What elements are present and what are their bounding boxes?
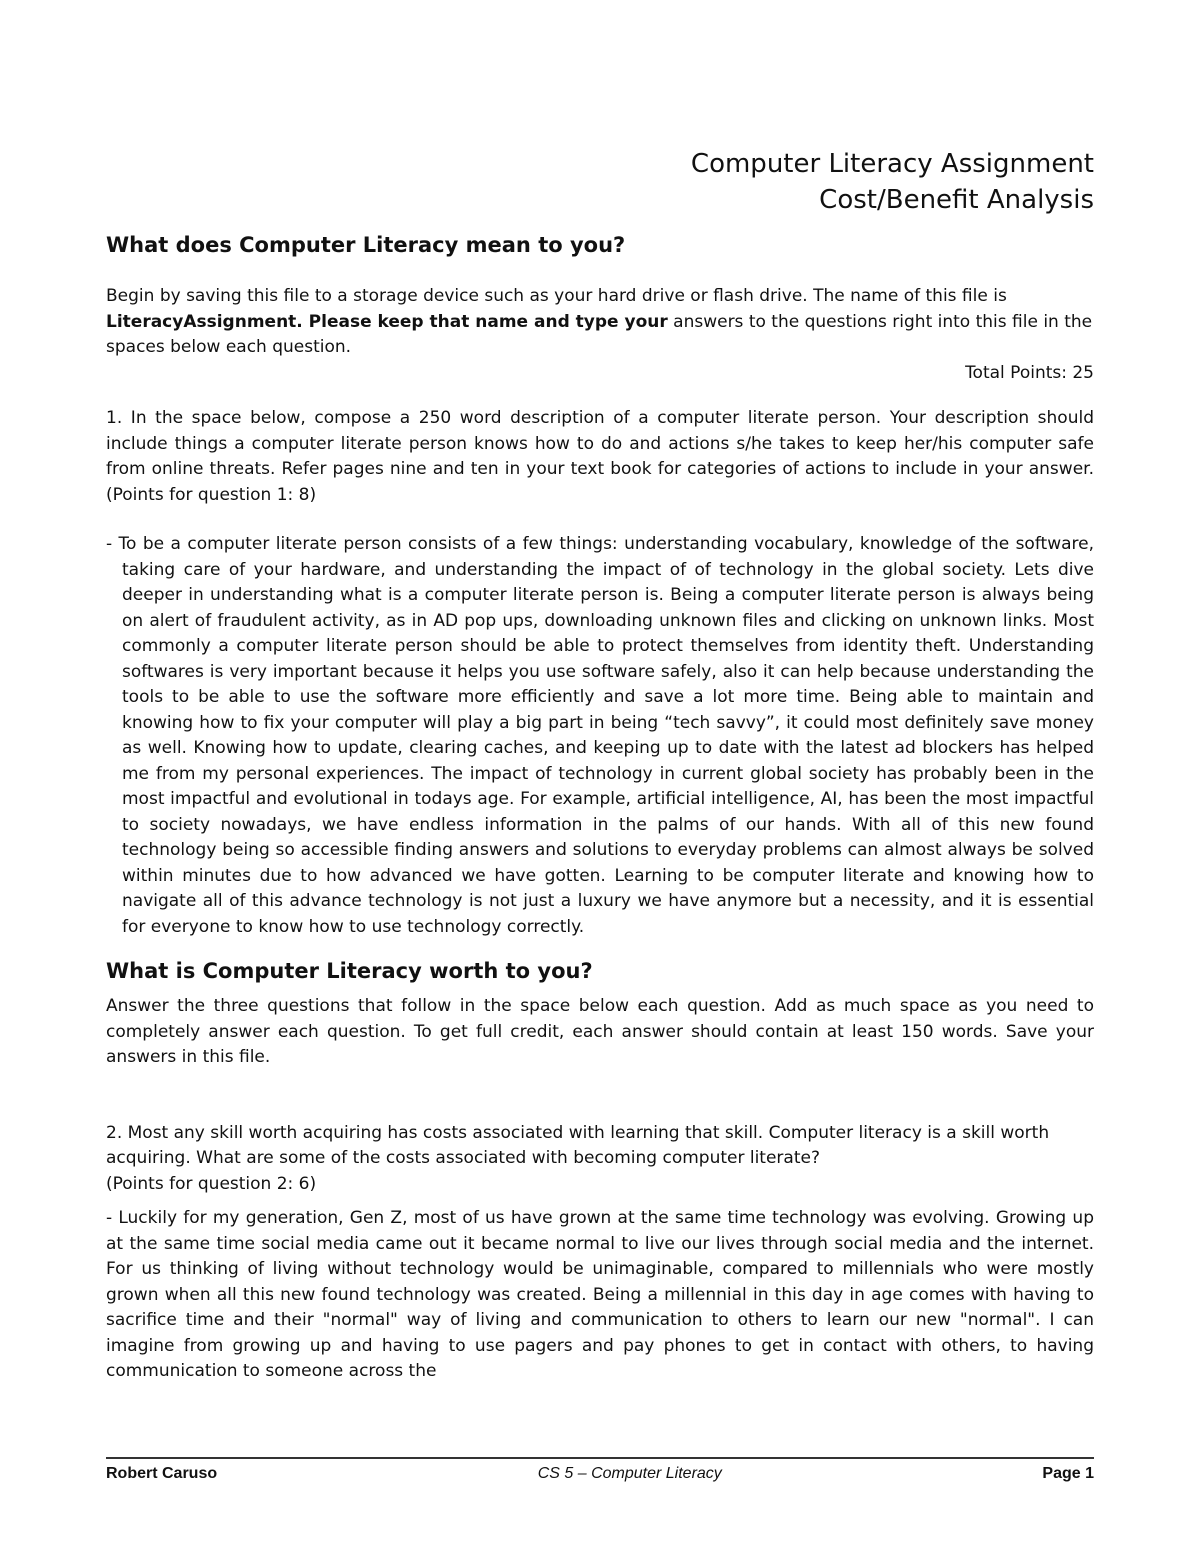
answer-2: - Luckily for my generation, Gen Z, most of us have grown at the same time technology was evolving. Growing up at the same time social media came out it became normal to live our lives through social media and the internet. For us thinking of living without technology would be unimaginable, compared to millennials who were mostly grown when all this new found technology was created. Being a millennial in this day in age comes with having to sacrifice time and their "normal" way of living and communication to others to learn our new "normal". I can imagine from growing up and having to use pagers and pay phones to get in contact with others, to having communication to someone across the	[106, 1208, 1094, 1381]
page-footer	[106, 1457, 1094, 1483]
document-subtitle: Cost/Benefit Analysis	[819, 185, 1094, 215]
section1-heading: What does Computer Literacy mean to you?	[106, 233, 626, 257]
section1-intro	[106, 284, 1094, 361]
answer-1: - To be a computer literate person consists of a few things: understanding vocabulary, knowledge of the software, taking care of your hardware, and understanding the impact of of technology in the global society. Lets dive deeper in understanding what is a computer literate person is. Being a computer literate person is always being on alert of fraudulent activity, as in AD pop ups, downloading unknown files and clicking on unknown links. Most commonly a computer literate person should be able to protect themselves from identity theft. Understanding softwares is very important because it helps you use software safely, also it can help because understanding the tools to be able to use the software more efficiently and save a lot more time. Being able to maintain and knowing how to fix your computer will play a big part in being “tech savvy”, it could most definitely save money as well. Knowing how to update, clearing caches, and keeping up to date with the latest ad blockers has helped me from my personal experiences. The impact of technology in current global society has probably been in the most impactful and evolutional in todays age. For example, artificial intelligence, AI, has been the most impactful to society nowadays, we have endless information in the palms of our hands. With all of this new found technology being so accessible finding answers and solutions to everyday problems can almost always be solved within minutes due to how advanced we have gotten. Learning to be computer literate and knowing how to navigate all of this advance technology is not just a luxury we have anymore but a necessity, and it is essential for everyone to know how to use technology correctly.	[106, 534, 1094, 937]
total-points: Total Points: 25	[965, 362, 1094, 383]
intro-filename: LiteracyAssignment	[106, 311, 297, 332]
intro-emphasis: . Please keep that name and type your	[296, 311, 668, 332]
footer-author: Robert Caruso	[106, 1465, 218, 1482]
question-1: 1. In the space below, compose a 250 word description of a computer literate person. Your description should include things a computer literate person knows how to do and actions s/he takes to keep her/his computer safe from online threats. Refer pages nine and ten in your text book for categories of actions to include in your answer. (Points for question 1: 8)	[106, 408, 1094, 505]
page-content	[106, 146, 1094, 1385]
question-2-text: 2. Most any skill worth acquiring has costs associated with learning that skill. Computer literacy is a skill worth acquiring. What are some of the costs associated with becoming computer literate?	[106, 1122, 1050, 1168]
question-2	[106, 1121, 1094, 1198]
footer-page-number: Page 1	[1042, 1465, 1094, 1482]
document-title: Computer Literacy Assignment	[690, 149, 1094, 179]
section2-heading: What is Computer Literacy worth to you?	[106, 959, 593, 983]
footer-course: CS 5 – Computer Literacy	[537, 1465, 722, 1482]
intro-text-part1: Begin by saving this file to a storage device such as your hard drive or flash drive. The name of this file is	[106, 286, 1007, 306]
title-block	[106, 146, 1094, 218]
section2-intro: Answer the three questions that follow in the space below each question. Add as much space as you need to completely answer each question. To get full credit, each answer should contain at least 150 words. Save your answers in this file.	[106, 996, 1094, 1067]
intro-text-part2: answers to the questions right into this file in the spaces below each question.	[106, 311, 1093, 357]
total-points-line	[106, 361, 1094, 387]
question-2-points: (Points for question 2: 6)	[106, 1173, 317, 1194]
